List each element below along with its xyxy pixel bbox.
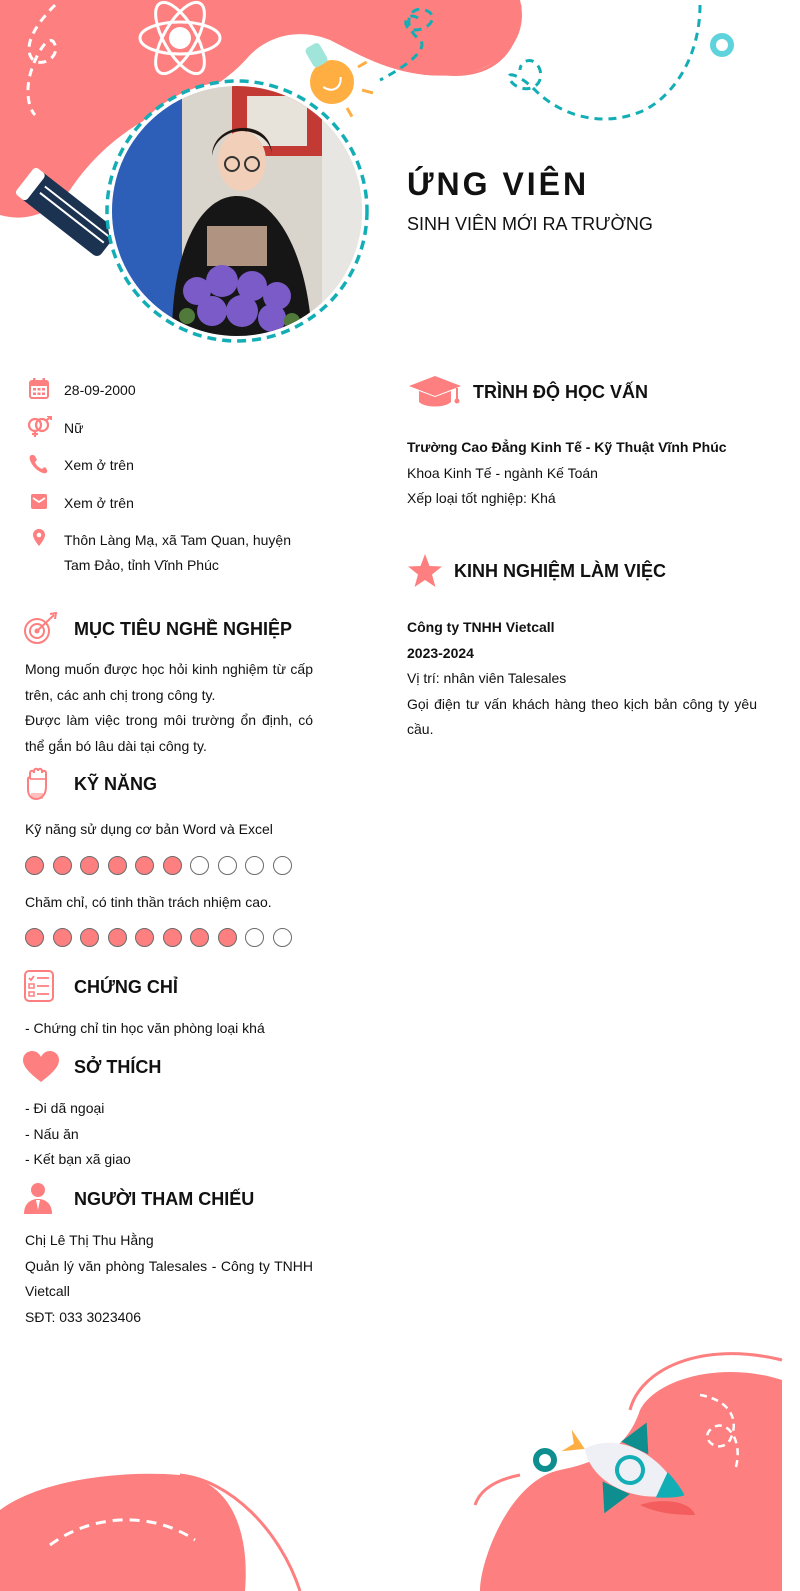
experience-position: Vị trí: nhân viên Talesales — [407, 670, 567, 686]
education-school: Trường Cao Đẳng Kinh Tế - Kỹ Thuật Vĩnh Phúc — [407, 439, 727, 455]
objective-text — [25, 657, 313, 759]
reference-name: Chị Lê Thị Thu Hằng — [25, 1232, 154, 1248]
email-text: Xem ở trên — [64, 495, 134, 511]
phone-icon — [25, 453, 53, 475]
education-details — [407, 435, 727, 512]
rating-dot-filled — [25, 856, 44, 875]
star-icon — [407, 553, 443, 589]
objective-heading — [22, 612, 292, 646]
rating-dot-empty — [273, 928, 292, 947]
rating-dot-filled — [135, 856, 154, 875]
candidate-title: SINH VIÊN MỚI RA TRƯỜNG — [407, 214, 653, 234]
certificates-heading — [22, 970, 178, 1004]
teal-dot — [713, 36, 731, 54]
hobby-item: - Kết bạn xã giao — [25, 1151, 131, 1167]
objective-title: MỤC TIÊU NGHỀ NGHIỆP — [74, 618, 293, 639]
skill-label: Chăm chỉ, có tinh thần trách nhiệm cao. — [25, 894, 272, 910]
experience-period: 2023-2024 — [407, 644, 474, 661]
graduation-cap-icon — [407, 372, 463, 412]
rating-dot-filled — [25, 928, 44, 947]
hobby-item: - Đi dã ngoại — [25, 1100, 105, 1116]
hobby-item: - Nấu ăn — [25, 1125, 79, 1142]
dashed-path-right — [509, 5, 700, 119]
experience-title: KINH NGHIỆM LÀM VIỆC — [454, 560, 667, 581]
rating-dot-empty — [245, 856, 264, 875]
rating-dot-filled — [190, 928, 209, 947]
rating-dot-empty — [190, 856, 209, 875]
rating-dot-filled — [163, 928, 182, 947]
rating-dot-empty — [273, 856, 292, 875]
objective-line: Mong muốn được học hỏi kinh nghiệm từ cấp trên, các anh chị trong công ty. — [25, 661, 313, 703]
experience-heading — [407, 553, 666, 589]
skills-title: KỸ NĂNG — [74, 773, 158, 794]
profile-photo — [112, 86, 362, 336]
hobbies-heading — [22, 1050, 161, 1084]
experience-details — [407, 615, 757, 743]
fist-icon — [22, 767, 58, 801]
certificates-title: CHỨNG CHỈ — [74, 976, 178, 997]
checklist-icon — [22, 970, 58, 1004]
contact-birthday — [25, 378, 325, 403]
email-icon — [25, 491, 53, 513]
reference-phone: SĐT: 033 3023406 — [25, 1308, 141, 1325]
contact-phone — [25, 453, 325, 478]
bottom-left-blob — [0, 1474, 246, 1591]
rating-dot-filled — [80, 856, 99, 875]
gender-text: Nữ — [64, 420, 84, 436]
education-grade: Xếp loại tốt nghiệp: Khá — [407, 490, 556, 506]
certificate-item: - Chứng chỉ tin học văn phòng loại khá — [25, 1020, 265, 1036]
experience-description: Gọi điện tư vấn khách hàng theo kịch bản công ty yêu cầu. — [407, 695, 757, 737]
skill-rating — [25, 856, 300, 875]
education-title: TRÌNH ĐỘ HỌC VẤN — [473, 381, 648, 402]
reference-role: Quản lý văn phòng Talesales - Công ty TNHH Vietcall — [25, 1257, 313, 1299]
candidate-name: ỨNG VIÊN — [407, 166, 590, 202]
phone-text: Xem ở trên — [64, 457, 134, 473]
rating-dot-filled — [53, 856, 72, 875]
birthday-text: 28-09-2000 — [64, 382, 136, 398]
target-icon — [22, 612, 58, 646]
contact-gender — [25, 416, 325, 441]
reference-heading — [22, 1182, 254, 1216]
rating-dot-filled — [53, 928, 72, 947]
rating-dot-filled — [108, 856, 127, 875]
education-heading — [407, 372, 648, 412]
location-icon — [25, 528, 53, 550]
gender-icon — [25, 416, 53, 438]
skill-rating — [25, 928, 300, 947]
objective-line: Được làm việc trong môi trường ổn định, có thể gắn bó lâu dài tại công ty. — [25, 712, 313, 754]
skills-heading — [22, 767, 157, 801]
reference-details — [25, 1228, 313, 1330]
experience-company: Công ty TNHH Vietcall — [407, 619, 555, 635]
rating-dot-filled — [218, 928, 237, 947]
hobbies-list — [25, 1096, 131, 1173]
address-text: Thôn Làng Mạ, xã Tam Quan, huyện Tam Đảo, tỉnh Vĩnh Phúc — [64, 532, 291, 573]
rating-dot-filled — [163, 856, 182, 875]
reference-title: NGƯỜI THAM CHIẾU — [74, 1188, 255, 1209]
rating-dot-empty — [245, 928, 264, 947]
hobbies-title: SỞ THÍCH — [74, 1056, 162, 1077]
education-major: Khoa Kinh Tế - ngành Kế Toán — [407, 464, 598, 481]
person-icon — [22, 1182, 58, 1216]
rating-dot-filled — [80, 928, 99, 947]
skill-label: Kỹ năng sử dụng cơ bản Word và Excel — [25, 821, 273, 837]
calendar-icon — [25, 378, 53, 400]
heart-icon — [22, 1050, 60, 1084]
rating-dot-empty — [218, 856, 237, 875]
contact-email — [25, 491, 325, 516]
rating-dot-filled — [108, 928, 127, 947]
contact-address — [25, 528, 325, 578]
rating-dot-filled — [135, 928, 154, 947]
